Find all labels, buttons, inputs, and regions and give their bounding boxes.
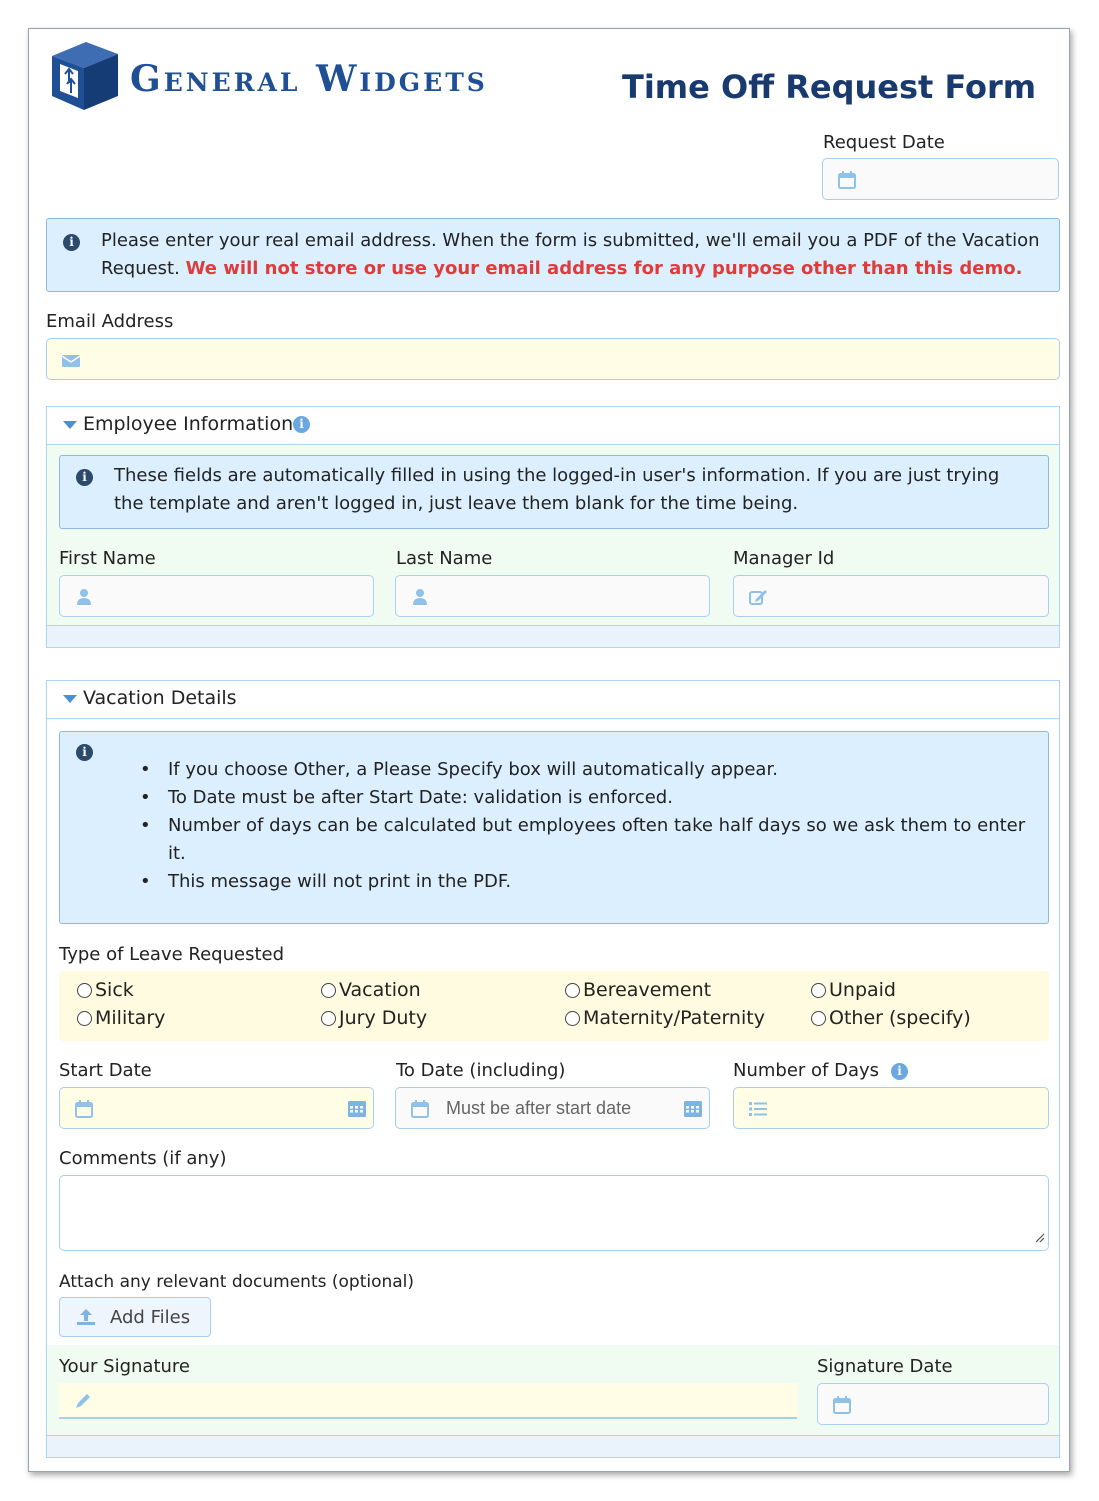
notice-emphasis: We will not store or use your email address for any purpose other than this demo.: [185, 258, 1023, 279]
section-footer: [47, 625, 1059, 647]
to-date-label: To Date (including): [396, 1060, 566, 1081]
signature-date-label: Signature Date: [817, 1356, 953, 1377]
radio-vacation[interactable]: Vacation: [321, 979, 421, 1001]
attach-label: Attach any relevant documents (optional): [59, 1272, 415, 1292]
note-bullet: • If you choose Other, a Please Specify box will automatically appear.: [140, 756, 1030, 784]
logo-box-icon: [46, 38, 122, 112]
resize-handle-icon[interactable]: [1033, 1228, 1045, 1247]
leave-type-group: [59, 971, 1049, 1041]
note-bullet: • Number of days can be calculated but employees often take half days so we ask them to enter it.: [140, 812, 1030, 868]
radio-bereavement[interactable]: Bereavement: [565, 979, 711, 1001]
pencil-icon: [73, 1391, 93, 1415]
date-picker-icon[interactable]: [347, 1098, 367, 1122]
info-icon[interactable]: i: [891, 1063, 908, 1080]
vacation-details-title: Vacation Details: [83, 687, 237, 709]
edit-icon: [748, 587, 768, 607]
num-days-input[interactable]: [733, 1087, 1049, 1129]
notice-text: Please enter your real email address. When the form is submitted, we'll email you a PDF of the Vacation Request.: [101, 230, 1040, 279]
radio-unpaid[interactable]: Unpaid: [811, 979, 896, 1001]
employee-info-title: Employee Information: [83, 413, 294, 435]
note-bullet: • This message will not print in the PDF.: [140, 868, 1030, 896]
start-date-label: Start Date: [59, 1060, 152, 1081]
num-days-label: Number of Days: [733, 1060, 880, 1081]
upload-icon: [76, 1308, 96, 1326]
vacation-details-header[interactable]: [47, 681, 1059, 719]
signature-label: Your Signature: [59, 1356, 190, 1377]
user-icon: [410, 587, 430, 607]
vacation-note-list: [140, 756, 1030, 896]
date-picker-icon[interactable]: [683, 1098, 703, 1122]
brand-name: General Widgets: [130, 58, 488, 100]
signature-input[interactable]: [59, 1383, 797, 1419]
note-bullet: • To Date must be after Start Date: validation is enforced.: [140, 784, 1030, 812]
employee-info-header[interactable]: [47, 407, 1059, 445]
page-title: Time Off Request Form: [622, 68, 1037, 106]
employee-info-note: [59, 455, 1049, 529]
email-input[interactable]: [46, 338, 1060, 380]
info-icon[interactable]: i: [293, 416, 310, 433]
add-files-button[interactable]: [59, 1297, 211, 1337]
radio-military[interactable]: Military: [77, 1007, 165, 1029]
manager-id-label: Manager Id: [733, 548, 835, 569]
vacation-note: [59, 731, 1049, 924]
email-notice: [46, 218, 1060, 292]
email-label: Email Address: [46, 311, 174, 332]
calendar-icon: [74, 1099, 94, 1119]
calendar-icon: [410, 1099, 430, 1119]
list-icon: [748, 1099, 768, 1119]
to-date-placeholder: Must be after start date: [446, 1098, 632, 1118]
request-date-input[interactable]: [822, 158, 1059, 200]
leave-type-label: Type of Leave Requested: [59, 944, 285, 965]
note-line-1: These fields are automatically filled in using the logged-in user's information. If you are just trying: [114, 465, 1000, 486]
radio-maternity-paternity[interactable]: Maternity/Paternity: [565, 1007, 765, 1029]
info-icon: i: [76, 469, 93, 486]
info-icon: i: [63, 234, 80, 251]
employee-info-section: [46, 406, 1060, 648]
comments-textarea[interactable]: [59, 1175, 1049, 1251]
collapse-caret-icon[interactable]: [63, 421, 77, 429]
first-name-label: First Name: [59, 548, 156, 569]
user-icon: [74, 587, 94, 607]
last-name-label: Last Name: [396, 548, 493, 569]
radio-jury-duty[interactable]: Jury Duty: [321, 1007, 427, 1029]
note-line-2: the template and aren't logged in, just leave them blank for the time being.: [114, 493, 799, 514]
calendar-icon: [832, 1395, 852, 1415]
start-date-input[interactable]: [59, 1087, 374, 1129]
manager-id-input[interactable]: [733, 575, 1049, 617]
request-date-label: Request Date: [823, 132, 945, 153]
info-icon: i: [76, 744, 93, 761]
radio-other[interactable]: Other (specify): [811, 1007, 971, 1029]
signature-date-input[interactable]: [817, 1383, 1049, 1425]
vacation-details-section: [46, 680, 1060, 1458]
to-date-input[interactable]: [395, 1087, 710, 1129]
collapse-caret-icon[interactable]: [63, 695, 77, 703]
comments-label: Comments (if any): [59, 1148, 227, 1169]
first-name-input[interactable]: [59, 575, 374, 617]
add-files-label: Add Files: [110, 1306, 191, 1328]
calendar-icon: [837, 170, 857, 190]
last-name-input[interactable]: [395, 575, 710, 617]
radio-sick[interactable]: Sick: [77, 979, 134, 1001]
section-footer: [47, 1435, 1059, 1457]
envelope-icon: [61, 350, 81, 370]
